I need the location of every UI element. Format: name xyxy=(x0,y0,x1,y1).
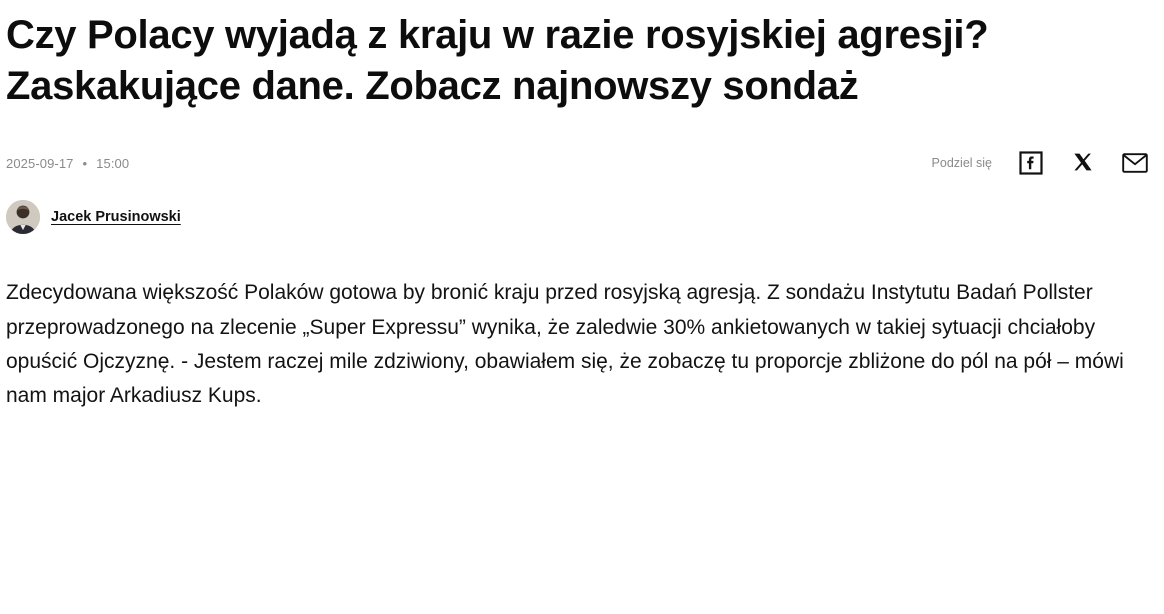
article-meta-row xyxy=(6,150,1148,176)
publish-time: 15:00 xyxy=(96,155,130,171)
mail-icon[interactable] xyxy=(1122,150,1148,176)
x-twitter-icon[interactable] xyxy=(1070,150,1096,176)
facebook-icon[interactable] xyxy=(1018,150,1044,176)
avatar xyxy=(6,200,40,234)
share-block xyxy=(932,150,1148,176)
author-row xyxy=(6,200,1148,234)
publish-date: 2025-09-17 xyxy=(6,155,74,171)
date-time-separator: • xyxy=(82,155,88,171)
page-title: Czy Polacy wyjadą z kraju w razie rosyjskiej agresji? Zaskakujące dane. Zobacz najnowszy sondaż xyxy=(6,13,989,109)
publish-date-block xyxy=(6,156,129,171)
share-label: Podziel się xyxy=(931,156,992,171)
article-lead: Zdecydowana większość Polaków gotowa by bronić kraju przed rosyjską agresją. Z sondażu Instytutu Badań Pollster przeprowadzonego na zlecenie „Super Expressu” wynika, że zaledwie 30% ankietowanych w takiej sytuacji chciałoby opuścić Ojczyznę. - Jestem raczej mile zdziwiony, obawiałem się, że zobaczę tu proporcje zbliżone do pól na pół – mówi nam major Arkadiusz Kups. xyxy=(6,281,1124,408)
author-name[interactable]: Jacek Prusinowski xyxy=(51,209,181,226)
